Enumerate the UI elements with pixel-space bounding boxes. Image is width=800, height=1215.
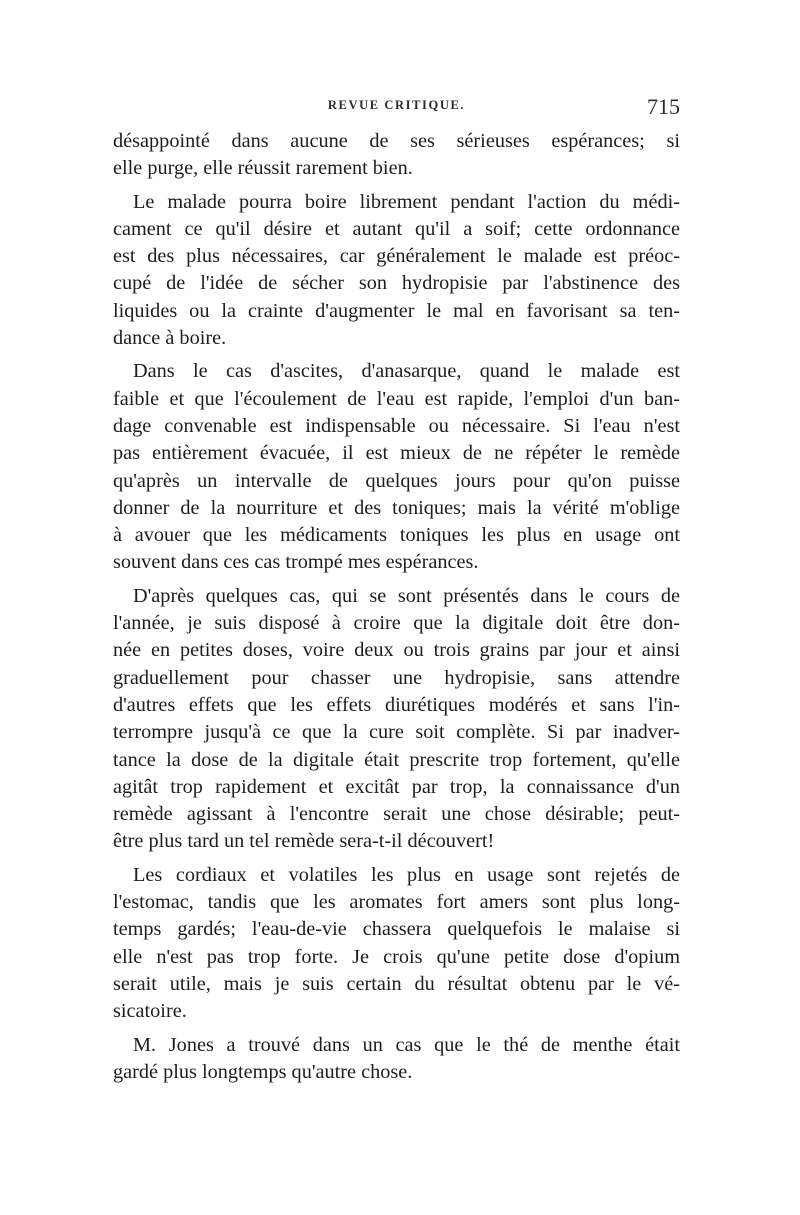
text-line: née en petites doses, voire deux ou trois grains par jour et ainsi — [113, 639, 680, 662]
text-line: cament ce qu'il désire et autant qu'il a soif; cette ordonnance — [113, 217, 680, 240]
paragraph-2 — [113, 189, 680, 353]
text-line: Les cordiaux et volatiles les plus en usage sont rejetés de — [133, 863, 680, 886]
paragraph-4 — [113, 583, 680, 856]
body-text — [113, 128, 680, 1086]
text-line: gardé plus longtemps qu'autre chose. — [113, 1060, 413, 1083]
text-line: l'année, je suis disposé à croire que la digitale doit être don- — [113, 612, 680, 635]
text-line: liquides ou la crainte d'augmenter le mal en favorisant sa ten- — [113, 299, 680, 322]
text-line: Le malade pourra boire librement pendant l'action du médi- — [133, 190, 680, 213]
text-line: terrompre jusqu'à ce que la cure soit complète. Si par inadver- — [113, 721, 680, 744]
text-line: serait utile, mais je suis certain du résultat obtenu par le vé- — [113, 972, 680, 995]
paragraph-1 — [113, 128, 680, 183]
page-number: 715 — [647, 94, 680, 119]
text-line: à avouer que les médicaments toniques les plus en usage ont — [113, 524, 680, 547]
text-line: D'après quelques cas, qui se sont présentés dans le cours de — [133, 584, 680, 607]
text-line: être plus tard un tel remède sera-t-il découvert! — [113, 830, 495, 853]
text-line: cupé de l'idée de sécher son hydropisie par l'abstinence des — [113, 272, 680, 295]
text-line: pas entièrement évacuée, il est mieux de ne répéter le remède — [113, 442, 680, 465]
text-line: elle n'est pas trop forte. Je crois qu'une petite dose d'opium — [113, 945, 680, 968]
text-line: l'estomac, tandis que les aromates fort amers sont plus long- — [113, 891, 680, 914]
text-line: tance la dose de la digitale était prescrite trop fortement, qu'elle — [113, 748, 680, 771]
text-line: remède agissant à l'encontre serait une chose désirable; peut- — [113, 803, 680, 826]
text-line: souvent dans ces cas trompé mes espérances. — [113, 551, 479, 574]
text-line: est des plus nécessaires, car généralement le malade est préoc- — [113, 245, 680, 268]
text-line: dage convenable est indispensable ou nécessaire. Si l'eau n'est — [113, 414, 680, 437]
text-line: temps gardés; l'eau-de-vie chassera quelquefois le malaise si — [113, 918, 680, 941]
text-line: agitât trop rapidement et excitât par trop, la connaissance d'un — [113, 775, 680, 798]
text-line: Dans le cas d'ascites, d'anasarque, quand le malade est — [133, 360, 680, 383]
paragraph-5 — [113, 862, 680, 1026]
text-line: elle purge, elle réussit rarement bien. — [113, 157, 413, 180]
running-head — [113, 94, 680, 122]
text-line: qu'après un intervalle de quelques jours pour qu'on puisse — [113, 469, 680, 492]
running-head-title: REVUE CRITIQUE. — [327, 98, 466, 112]
text-line: donner de la nourriture et des toniques; mais la vérité m'oblige — [113, 496, 680, 519]
text-line: dance à boire. — [113, 327, 227, 350]
text-line: graduellement pour chasser une hydropisie, sans attendre — [113, 666, 680, 689]
text-line: M. Jones a trouvé dans un cas que le thé de menthe était — [133, 1033, 680, 1056]
text-line: d'autres effets que les effets diurétiques modérés et sans l'in- — [113, 693, 680, 716]
paragraph-6 — [113, 1032, 680, 1087]
text-line: sicatoire. — [113, 1000, 187, 1023]
text-line: faible et que l'écoulement de l'eau est rapide, l'emploi d'un ban- — [113, 387, 680, 410]
paragraph-3 — [113, 358, 680, 576]
text-line: désappointé dans aucune de ses sérieuses espérances; si — [113, 130, 680, 152]
